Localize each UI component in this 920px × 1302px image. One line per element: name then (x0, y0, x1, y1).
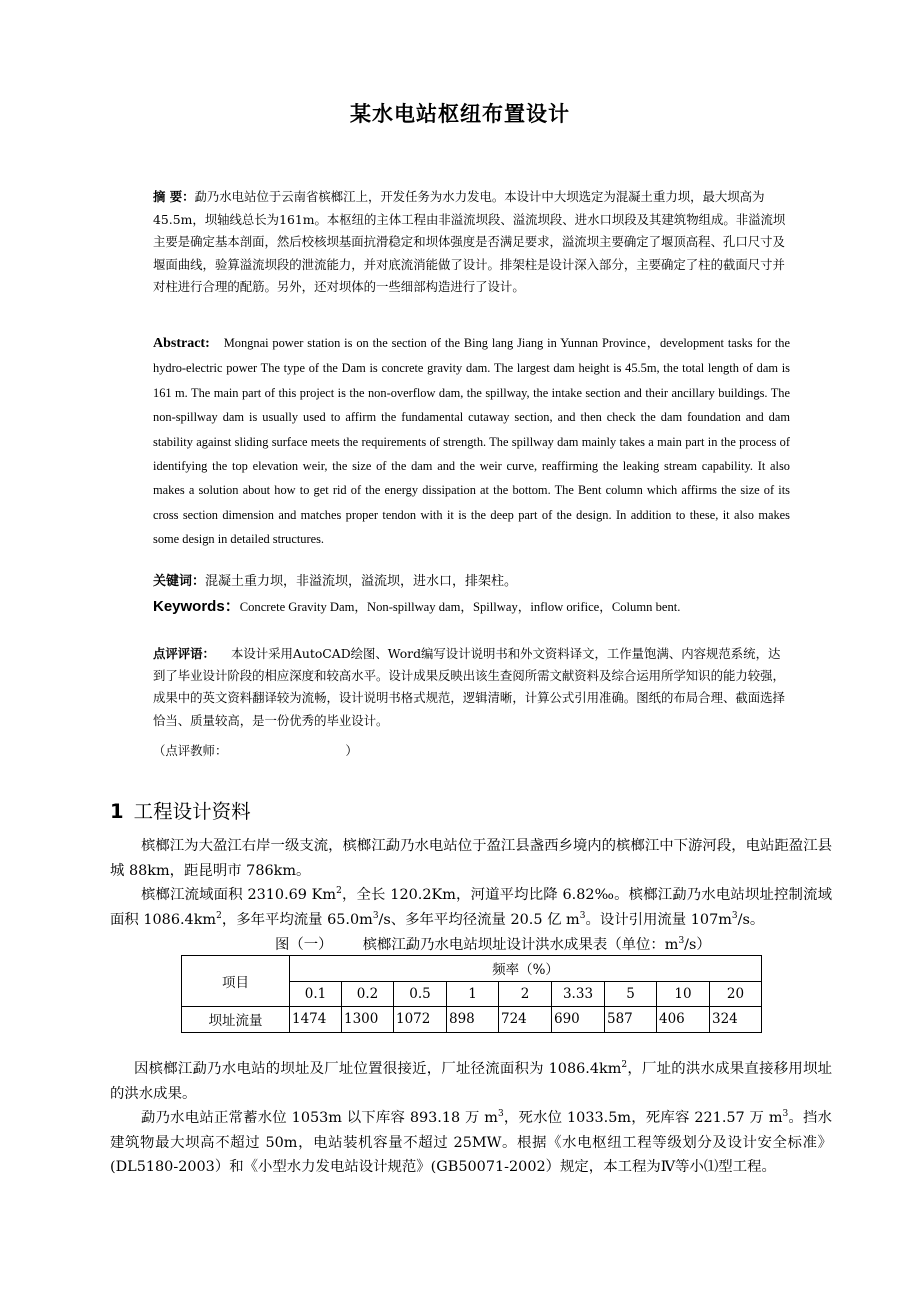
abstract-cn-text: 勐乃水电站位于云南省槟榔江上，开发任务为水力发电。本设计中大坝选定为混凝土重力坝，最大坝高为45.5m，坝轴线总长为161m。本枢纽的主体工程由非溢流坝段、溢流坝段、进水口坝段及其建筑物组成。非溢流坝主要是确定基本剖面，然后校核坝基面抗滑稳定和坝体强度是否满足要求，溢流坝主要确定了堰顶高程、孔口尺寸及堰面曲线，验算溢流坝段的泄流能力，并对底流消能做了设计。排架柱是设计深入部分，主要确定了柱的截面尺寸并对柱进行合理的配筋。另外，还对坝体的一些细部构造进行了设计。 (153, 189, 786, 295)
teacher-close: ） (345, 743, 358, 758)
frequency-cell: 5 (605, 981, 657, 1007)
flood-results-table (181, 955, 762, 1033)
keywords-cn-label: 关键词： (153, 574, 206, 589)
teacher-open: （点评教师： (153, 743, 228, 758)
keywords-cn-text: 混凝土重力坝，非溢流坝，溢流坝，进水口，排架柱。 (205, 574, 518, 589)
paper-title: 某水电站枢纽布置设计 (350, 102, 570, 126)
frequency-cell: 20 (710, 981, 762, 1007)
table-caption: 图（一） 槟榔江勐乃水电站坝址设计洪水成果表（单位：$m^3/s$） (275, 936, 711, 953)
paragraph-2: 槟榔江流域面积 2310.69 Km$^2$，全长 120.2Km，河道平均比降 6.82‰。槟榔江勐乃水电站坝址控制流域面积 $1086.4km^2$，多年平均流量 $65.0m^3/s$、多年平均径流量 20.5 亿 $m^3$。设计引用流量 $107m^3/s$。 (110, 886, 832, 928)
keywords-en-label: Keywords： (153, 598, 240, 615)
frequency-cell: 0.5 (394, 981, 447, 1007)
section-heading (110, 796, 251, 824)
keywords-en (153, 596, 790, 618)
keywords-cn (153, 571, 790, 593)
frequency-cell: 2 (499, 981, 552, 1007)
flow-cell: 406 (657, 1007, 710, 1033)
keywords-en-text: Concrete Gravity Dam，Non-spillway dam，Spillway，inflow orifice，Column bent. (239, 600, 681, 614)
abstract-en-text: Mongnai power station is on the section of the Bing lang Jiang in Yunnan Province，development tasks for the hydro-electric power The type of the Dam is concrete gravity dam. The largest dam height is 45.5m, the total length of dam is 161 m. The main part of this project is the non-overflow dam, the spillway, the intake section and their ancillary buildings. The non-spillway dam is usually used to affirm the fundamental cutaway section, and then check the dam foundation and dam stability against sliding surface meets the requirements of strength. The spillway dam mainly takes a main part in the process of identifying the top elevation weir, the size of the dam and the weir curve, reaffirming the leaking stream capability. It also makes a solution about how to get rid of the energy dissipation at the bottom. The Bent column which affirms the size of its cross section dimension and matches proper tendon with it is the deep part of the design. In addition to these, it also makes some design in detailed structures. (153, 336, 790, 547)
table-caption-title: 槟榔江勐乃水电站坝址设计洪水成果表（单位：m (362, 937, 679, 953)
row-label: 坝址流量 (182, 1007, 290, 1033)
flow-cell: 724 (499, 1007, 552, 1033)
abstract-en (153, 331, 790, 552)
frequency-cell: 0.1 (290, 981, 342, 1007)
flow-cell: 1474 (290, 1007, 342, 1033)
paragraph-3: 因槟榔江勐乃水电站的坝址及厂址位置很接近，厂址径流面积为 $1086.4km^2$，厂址的洪水成果直接移用坝址的洪水成果。 (110, 1060, 832, 1102)
table-caption-number: 图（一） (275, 937, 333, 953)
flow-cell: 1300 (342, 1007, 394, 1033)
review-comments (153, 643, 790, 732)
flow-cell: 587 (605, 1007, 657, 1033)
section-title: 工程设计资料 (133, 800, 251, 823)
flow-cell: 690 (552, 1007, 605, 1033)
abstract-en-label: Abstract: (153, 336, 210, 351)
review-teacher (153, 740, 790, 762)
paragraph-1: 槟榔江为大盈江右岸一级支流，槟榔江勐乃水电站位于盈江县盏西乡境内的槟榔江中下游河段，电站距盈江县城 88km，距昆明市 786km。 (110, 838, 832, 879)
frequency-cell: 10 (657, 981, 710, 1007)
frequency-cell: 3.33 (552, 981, 605, 1007)
section-number: 1 (110, 800, 124, 823)
flow-cell: 898 (447, 1007, 499, 1033)
review-label: 点评评语： (153, 646, 215, 661)
paragraph-4: 勐乃水电站正常蓄水位 1053m 以下库容 893.18 万 $m^3$，死水位 1033.5m，死库容 221.57 万 $m^3$。挡水建筑物最大坝高不超过 50m，电站装机容量不超过 25MW。根据《水电枢纽工程等级划分及设计安全标准》(DL5180-2003）和《小型水力发电站设计规范》(GB50071-2002）规定，本工程为Ⅳ等小⑴型工程。 (110, 1109, 832, 1175)
review-text: 本设计采用AutoCAD绘图、Word编写设计说明书和外文资料译文，工作量饱满、内容规范系统，达到了毕业设计阶段的相应深度和较高水平。设计成果反映出该生查阅所需文献资料及综合运用所学知识的能力较强，成果中的英文资料翻译较为流畅，设计说明书格式规范，逻辑清晰，计算公式引用准确。图纸的布局合理、截面选择恰当、质量较高，是一份优秀的毕业设计。 (153, 646, 785, 728)
flow-cell: 324 (710, 1007, 762, 1033)
flow-cell: 1072 (394, 1007, 447, 1033)
abstract-cn-label: 摘 要： (153, 189, 195, 204)
frequency-cell: 1 (447, 981, 499, 1007)
header-frequency: 频率（%） (290, 956, 762, 982)
abstract-cn (153, 186, 790, 299)
frequency-cell: 0.2 (342, 981, 394, 1007)
header-item: 项目 (182, 956, 290, 1007)
